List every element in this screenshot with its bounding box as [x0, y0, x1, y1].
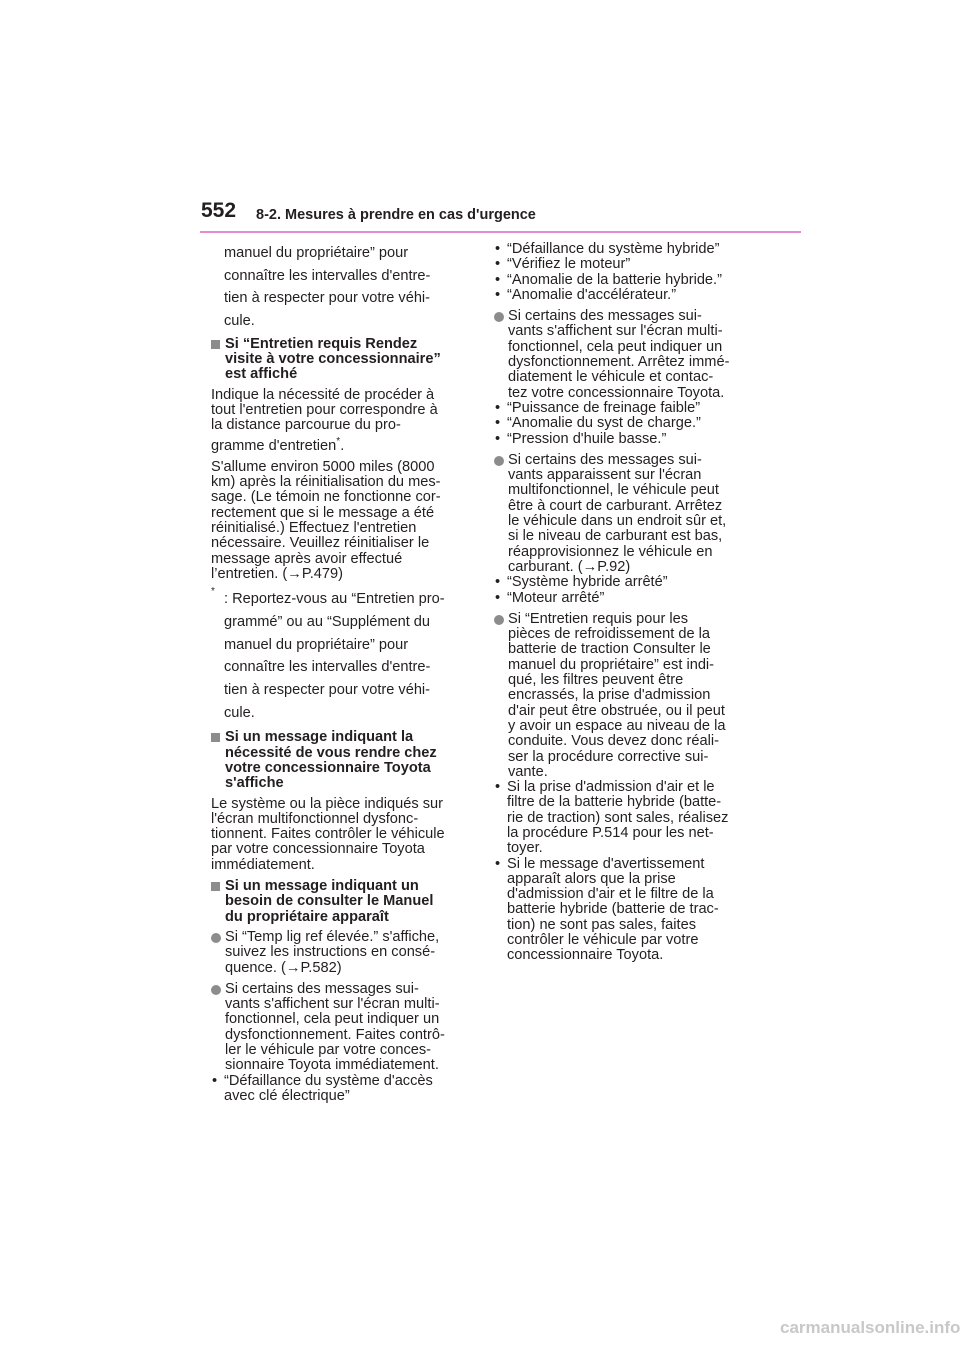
dash-item-clean-filter: • Si la prise d'admission d'air et le filtre de la batterie hybride (batte- rie de traction) sont sales, réalisez la procédure P.514 pour les net- toyer. [494, 780, 762, 856]
text-line: dysfonctionnement. Arrêtez immé- [508, 354, 730, 371]
dash-item: • “Moteur arrêté” [495, 589, 605, 606]
text-line: toyer. [507, 840, 543, 857]
text-line: Si le message d'avertissement [507, 855, 705, 872]
text-line: pièces de refroidissement de la [508, 626, 710, 643]
text-line: diatement le véhicule et contac- [508, 369, 714, 386]
text-line: quence. (→P.582) [225, 959, 342, 976]
text-line: tien à respecter pour votre véhi- [224, 681, 431, 698]
text-line: sionnaire Toyota immédiatement. [225, 1057, 439, 1074]
dash-item: • “Anomalie du syst de charge.” [495, 415, 701, 432]
dash-item-contact-dealer: • Si le message d'avertissement apparaît alors que la prise d'admission d'air et le filtre de la batterie hybride (batterie de trac- tion) ne sont pas sales, faites contrôler le véhicule par votre concessionnaire Toyota. [494, 857, 762, 964]
text-line: Si certains des messages sui- [225, 980, 419, 997]
heading-maintenance-required [211, 337, 473, 383]
circle-bullet-icon [494, 312, 504, 322]
dash-item: • “Anomalie de la batterie hybride.” [495, 271, 722, 288]
circle-bullet-icon [211, 985, 221, 995]
text-line: conduite. Vous devez donc réali- [508, 733, 719, 750]
text-line: batterie de traction Consulter le [508, 641, 711, 658]
text-line: “Défaillance du système d'accès [224, 1072, 433, 1089]
text-line: manuel du propriétaire” est indi- [508, 656, 715, 673]
text-line: cule. [224, 704, 255, 721]
text-line: message après avoir effectué [211, 550, 403, 567]
text-line: Si “Entretien requis Rendez [225, 335, 418, 352]
text-line: contrôler le véhicule par votre [507, 932, 699, 949]
text-line: la distance parcourue du pro- [211, 417, 401, 434]
text-line: Le système ou la pièce indiqués sur [211, 795, 444, 812]
header-divider [200, 231, 801, 233]
text-line: filtre de la batterie hybride (batte- [507, 794, 722, 811]
text-line: vante. [508, 763, 548, 780]
text-line: tout l'entretien pour correspondre à [211, 402, 438, 418]
text-line: dysfonctionnement. Faites contrô- [225, 1026, 445, 1043]
text-line: fonctionnel, cela peut indiquer un [508, 338, 723, 355]
text-line: d'admission d'air et le filtre de la [507, 886, 714, 903]
dash-list-b [494, 401, 762, 447]
footnote [211, 588, 473, 724]
square-bullet-icon [211, 340, 220, 349]
bullet-low-fuel [494, 453, 762, 575]
dash-item: • “Pression d'huile basse.” [495, 430, 667, 447]
dash-list-a [494, 242, 762, 303]
square-bullet-icon [211, 733, 220, 742]
left-column [211, 242, 473, 1104]
circle-bullet-icon [494, 615, 504, 625]
circle-bullet-icon [494, 456, 504, 466]
text-line: concessionnaire Toyota. [507, 947, 664, 964]
text-line: l'écran multifonctionnel dysfonc- [211, 810, 419, 827]
text-line: besoin de consulter le Manuel [225, 893, 434, 910]
text-line: qué, les filtres peuvent être [508, 672, 684, 689]
text-line: par votre concessionnaire Toyota [211, 841, 425, 858]
text-line: carburant. (→P.92) [508, 558, 631, 575]
text-line: visite à votre concessionnaire” [225, 351, 441, 368]
text-line: grammé” ou au “Supplément du [224, 613, 431, 630]
text-line: : Reportez-vous au “Entretien pro- [224, 591, 445, 608]
heading-text [225, 879, 473, 925]
text-line: Indique la nécessité de procéder à [211, 386, 435, 403]
text-line: Si un message indiquant un [225, 878, 419, 895]
text-line: cule. [224, 313, 255, 330]
bullet-temp-warning [211, 930, 473, 976]
text-line: Si “Temp lig ref élevée.” s'affiche, [225, 928, 440, 945]
dash-item: • “Vérifiez le moteur” [495, 256, 631, 273]
text-line: la procédure P.514 pour les net- [507, 824, 714, 841]
text-line: connaître les intervalles d'entre- [224, 659, 431, 676]
text-line: Si certains des messages sui- [508, 308, 702, 325]
text-line: tez votre concessionnaire Toyota. [508, 384, 725, 401]
text-line: suivez les instructions en consé- [225, 944, 436, 961]
text-line: vants s'affichent sur l'écran multi- [225, 996, 440, 1013]
text-line: S'allume environ 5000 miles (8000 [211, 458, 435, 475]
dash-list-c [494, 575, 762, 606]
text-line: tion) ne sont pas sales, faites [507, 916, 697, 933]
text-line: gramme d'entretien*. [211, 435, 345, 454]
text-line: réapprovisionnez le véhicule en [508, 543, 713, 560]
text-line: immédiatement. [211, 856, 315, 873]
heading-visit-dealer [211, 730, 473, 791]
text-line: tionnent. Faites contrôler le véhicule [211, 826, 445, 843]
paragraph-maintenance-reset [211, 460, 473, 582]
text-line: manuel du propriétaire” pour [224, 636, 409, 653]
text-line: connaître les intervalles d'entre- [224, 267, 431, 284]
bullet-messages-dealer [211, 982, 473, 1074]
footnote-marker: * [211, 586, 215, 598]
section-title: 8-2. Mesures à prendre en cas d'urgence [256, 207, 536, 223]
text-line: y avoir un espace au niveau de la [508, 717, 726, 734]
text-line: batterie hybride (batterie de trac- [507, 901, 719, 918]
text-line: le véhicule dans un endroit sûr et, [508, 513, 727, 530]
text-line: fonctionnel, cela peut indiquer un [225, 1011, 440, 1028]
bullet-stop-immediately [494, 309, 762, 401]
right-column [494, 242, 762, 964]
text-line: avec clé électrique” [224, 1087, 350, 1104]
heading-text [225, 337, 473, 383]
dash-item-smart-key: • “Défaillance du système d'accès avec clé électrique” [211, 1074, 473, 1105]
text-line: Si un message indiquant la [225, 729, 414, 746]
paragraph-dealer-check [211, 797, 473, 873]
continued-note-text [211, 242, 473, 333]
text-line: encrassés, la prise d'admission [508, 687, 711, 704]
text-line: Si certains des messages sui- [508, 451, 702, 468]
heading-text [225, 730, 473, 791]
text-line: nécessité de vous rendre chez [225, 744, 437, 761]
text-line: nécessaire. Veuillez réinitialiser le [211, 535, 430, 552]
square-bullet-icon [211, 882, 220, 891]
circle-bullet-icon [211, 933, 221, 943]
heading-consult-manual [211, 879, 473, 925]
text-line: rectement que si le message a été [211, 504, 435, 521]
text-line: rie de traction) sont sales, réalisez [507, 809, 729, 826]
text-line: est affiché [225, 366, 298, 383]
text-line: l’entretien. (→P.479) [211, 565, 343, 582]
watermark: carmanualsonline.info [780, 1318, 960, 1337]
dash-item: • “Anomalie d'accélérateur.” [495, 286, 677, 303]
bullet-battery-cooling [494, 612, 762, 780]
text-line: sage. (Le témoin ne fonctionne cor- [211, 489, 441, 506]
text-line: ser la procédure corrective sui- [508, 748, 709, 765]
text-line: si le niveau de carburant est bas, [508, 528, 723, 545]
text-line: du propriétaire apparaît [225, 908, 389, 925]
text-line: s'affiche [225, 775, 284, 792]
text-line: réinitialisé.) Effectuez l'entretien [211, 519, 417, 536]
page-number: 552 [201, 199, 237, 222]
text-line: vants apparaissent sur l'écran [508, 467, 702, 484]
dash-item: • “Puissance de freinage faible” [495, 399, 701, 416]
text-line: d'air peut être obstruée, ou il peut [508, 702, 725, 719]
text-line: vants s'affichent sur l'écran multi- [508, 323, 723, 340]
text-line: manuel du propriétaire” pour [224, 245, 409, 261]
text-line: Si la prise d'admission d'air et le [507, 779, 715, 796]
text-line: Si “Entretien requis pour les [508, 610, 689, 627]
text-line: tien à respecter pour votre véhi- [224, 290, 431, 307]
text-line: km) après la réinitialisation du mes- [211, 474, 441, 491]
text-line: apparaît alors que la prise [507, 870, 676, 887]
text-line: ler le véhicule par votre conces- [225, 1041, 432, 1058]
footnote-text [224, 588, 473, 724]
footnote-ref: * [336, 435, 341, 447]
text-line: être à court de carburant. Arrêtez [508, 497, 723, 514]
paragraph-maintenance-indication [211, 388, 473, 454]
text-line: multifonctionnel, le véhicule peut [508, 482, 719, 499]
dash-item: • “Système hybride arrêté” [495, 574, 668, 591]
dash-item: • “Défaillance du système hybride” [495, 241, 720, 257]
text-line: votre concessionnaire Toyota [225, 759, 431, 776]
